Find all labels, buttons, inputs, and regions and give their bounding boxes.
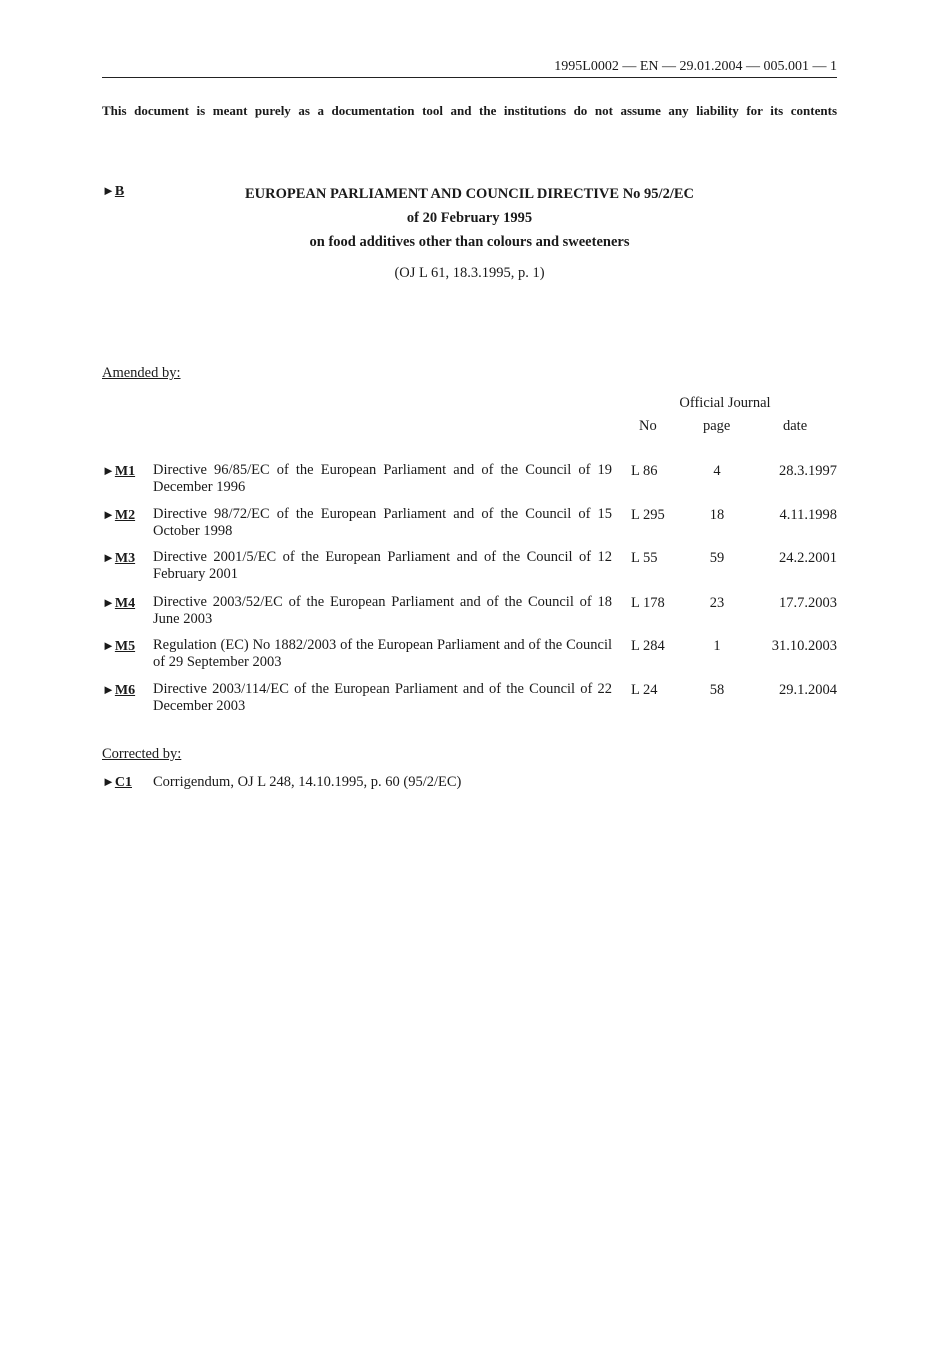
amendment-marker[interactable]: [102, 594, 135, 613]
col-header-date: date: [783, 418, 808, 434]
amendment-description: Directive 98/72/EC of the European Parliament and of the Council of 15 October 1998: [153, 506, 612, 539]
amendment-description: Directive 2003/52/EC of the European Parliament and of the Council of 18 June 2003: [153, 594, 612, 627]
amendment-code: M6: [114, 683, 136, 698]
oj-date: 24.2.2001: [779, 550, 837, 566]
amendment-row: [102, 462, 837, 502]
amendment-description: Regulation (EC) No 1882/2003 of the European Parliament and of the Council of 29 September 2003: [153, 637, 612, 670]
col-header-page: page: [703, 418, 731, 434]
amended-by-label: Amended by:: [102, 365, 181, 381]
amendment-code: M2: [114, 508, 136, 523]
corrigendum-marker[interactable]: [102, 773, 132, 792]
amendment-row: [102, 681, 837, 721]
amendment-marker[interactable]: [102, 637, 135, 656]
amendment-marker[interactable]: [102, 681, 135, 700]
arrow-right-icon: ►: [102, 463, 115, 478]
amendment-code: M1: [114, 464, 136, 479]
oj-page: 1: [713, 638, 721, 654]
amendment-description: Directive 2003/114/EC of the European Parliament and of the Council of 22 December 2003: [153, 681, 612, 714]
oj-page: 58: [709, 682, 725, 698]
amendment-row: [102, 637, 837, 677]
corrigendum-code: C1: [114, 775, 132, 790]
oj-page: 23: [709, 595, 725, 611]
oj-date: 4.11.1998: [779, 507, 837, 523]
arrow-right-icon: ►: [102, 774, 115, 789]
oj-date: 29.1.2004: [779, 682, 837, 698]
disclaimer: This document is meant purely as a documentation tool and the institutions do not assume any liability for its contents: [102, 103, 837, 118]
title-line-1: EUROPEAN PARLIAMENT AND COUNCIL DIRECTIVE No 95/2/EC: [244, 186, 694, 202]
oj-number: L 55: [631, 550, 658, 566]
amendment-code: M5: [114, 639, 136, 654]
directive-title: [102, 182, 837, 254]
base-marker-code: B: [114, 184, 125, 199]
arrow-right-icon: ►: [102, 550, 115, 565]
arrow-right-icon: ►: [102, 682, 115, 697]
oj-number: L 178: [631, 595, 665, 611]
corrigendum-description: Corrigendum, OJ L 248, 14.10.1995, p. 60 (95/2/EC): [153, 774, 462, 790]
amendment-marker[interactable]: [102, 549, 135, 568]
amendment-code: M3: [114, 551, 136, 566]
oj-date: 17.7.2003: [779, 595, 837, 611]
official-journal-header: Official Journal: [679, 395, 771, 411]
running-head: 1995L0002 — EN — 29.01.2004 — 005.001 — 1: [102, 58, 837, 78]
oj-date: 28.3.1997: [779, 463, 837, 479]
amendment-code: M4: [114, 596, 136, 611]
oj-number: L 86: [631, 463, 658, 479]
col-header-no: No: [639, 418, 657, 434]
title-line-3: on food additives other than colours and sweeteners: [309, 234, 630, 250]
amendment-description: Directive 96/85/EC of the European Parliament and of the Council of 19 December 1996: [153, 462, 612, 495]
oj-page: 4: [713, 463, 721, 479]
oj-reference: (OJ L 61, 18.3.1995, p. 1): [394, 265, 545, 281]
oj-number: L 295: [631, 507, 665, 523]
arrow-right-icon: ►: [102, 638, 115, 653]
amendment-row: [102, 549, 837, 589]
amendment-marker[interactable]: [102, 462, 135, 481]
oj-number: L 284: [631, 638, 665, 654]
arrow-right-icon: ►: [102, 507, 115, 522]
oj-number: L 24: [631, 682, 658, 698]
oj-date: 31.10.2003: [771, 638, 837, 654]
corrected-by-label: Corrected by:: [102, 746, 182, 762]
amendment-row: [102, 594, 837, 634]
amendment-row: [102, 506, 837, 546]
arrow-right-icon: ►: [102, 183, 115, 198]
arrow-right-icon: ►: [102, 595, 115, 610]
title-line-2: of 20 February 1995: [406, 210, 533, 226]
oj-page: 18: [709, 507, 725, 523]
amendment-description: Directive 2001/5/EC of the European Parliament and of the Council of 12 February 2001: [153, 549, 612, 582]
oj-page: 59: [709, 550, 725, 566]
amendment-marker[interactable]: [102, 506, 135, 525]
